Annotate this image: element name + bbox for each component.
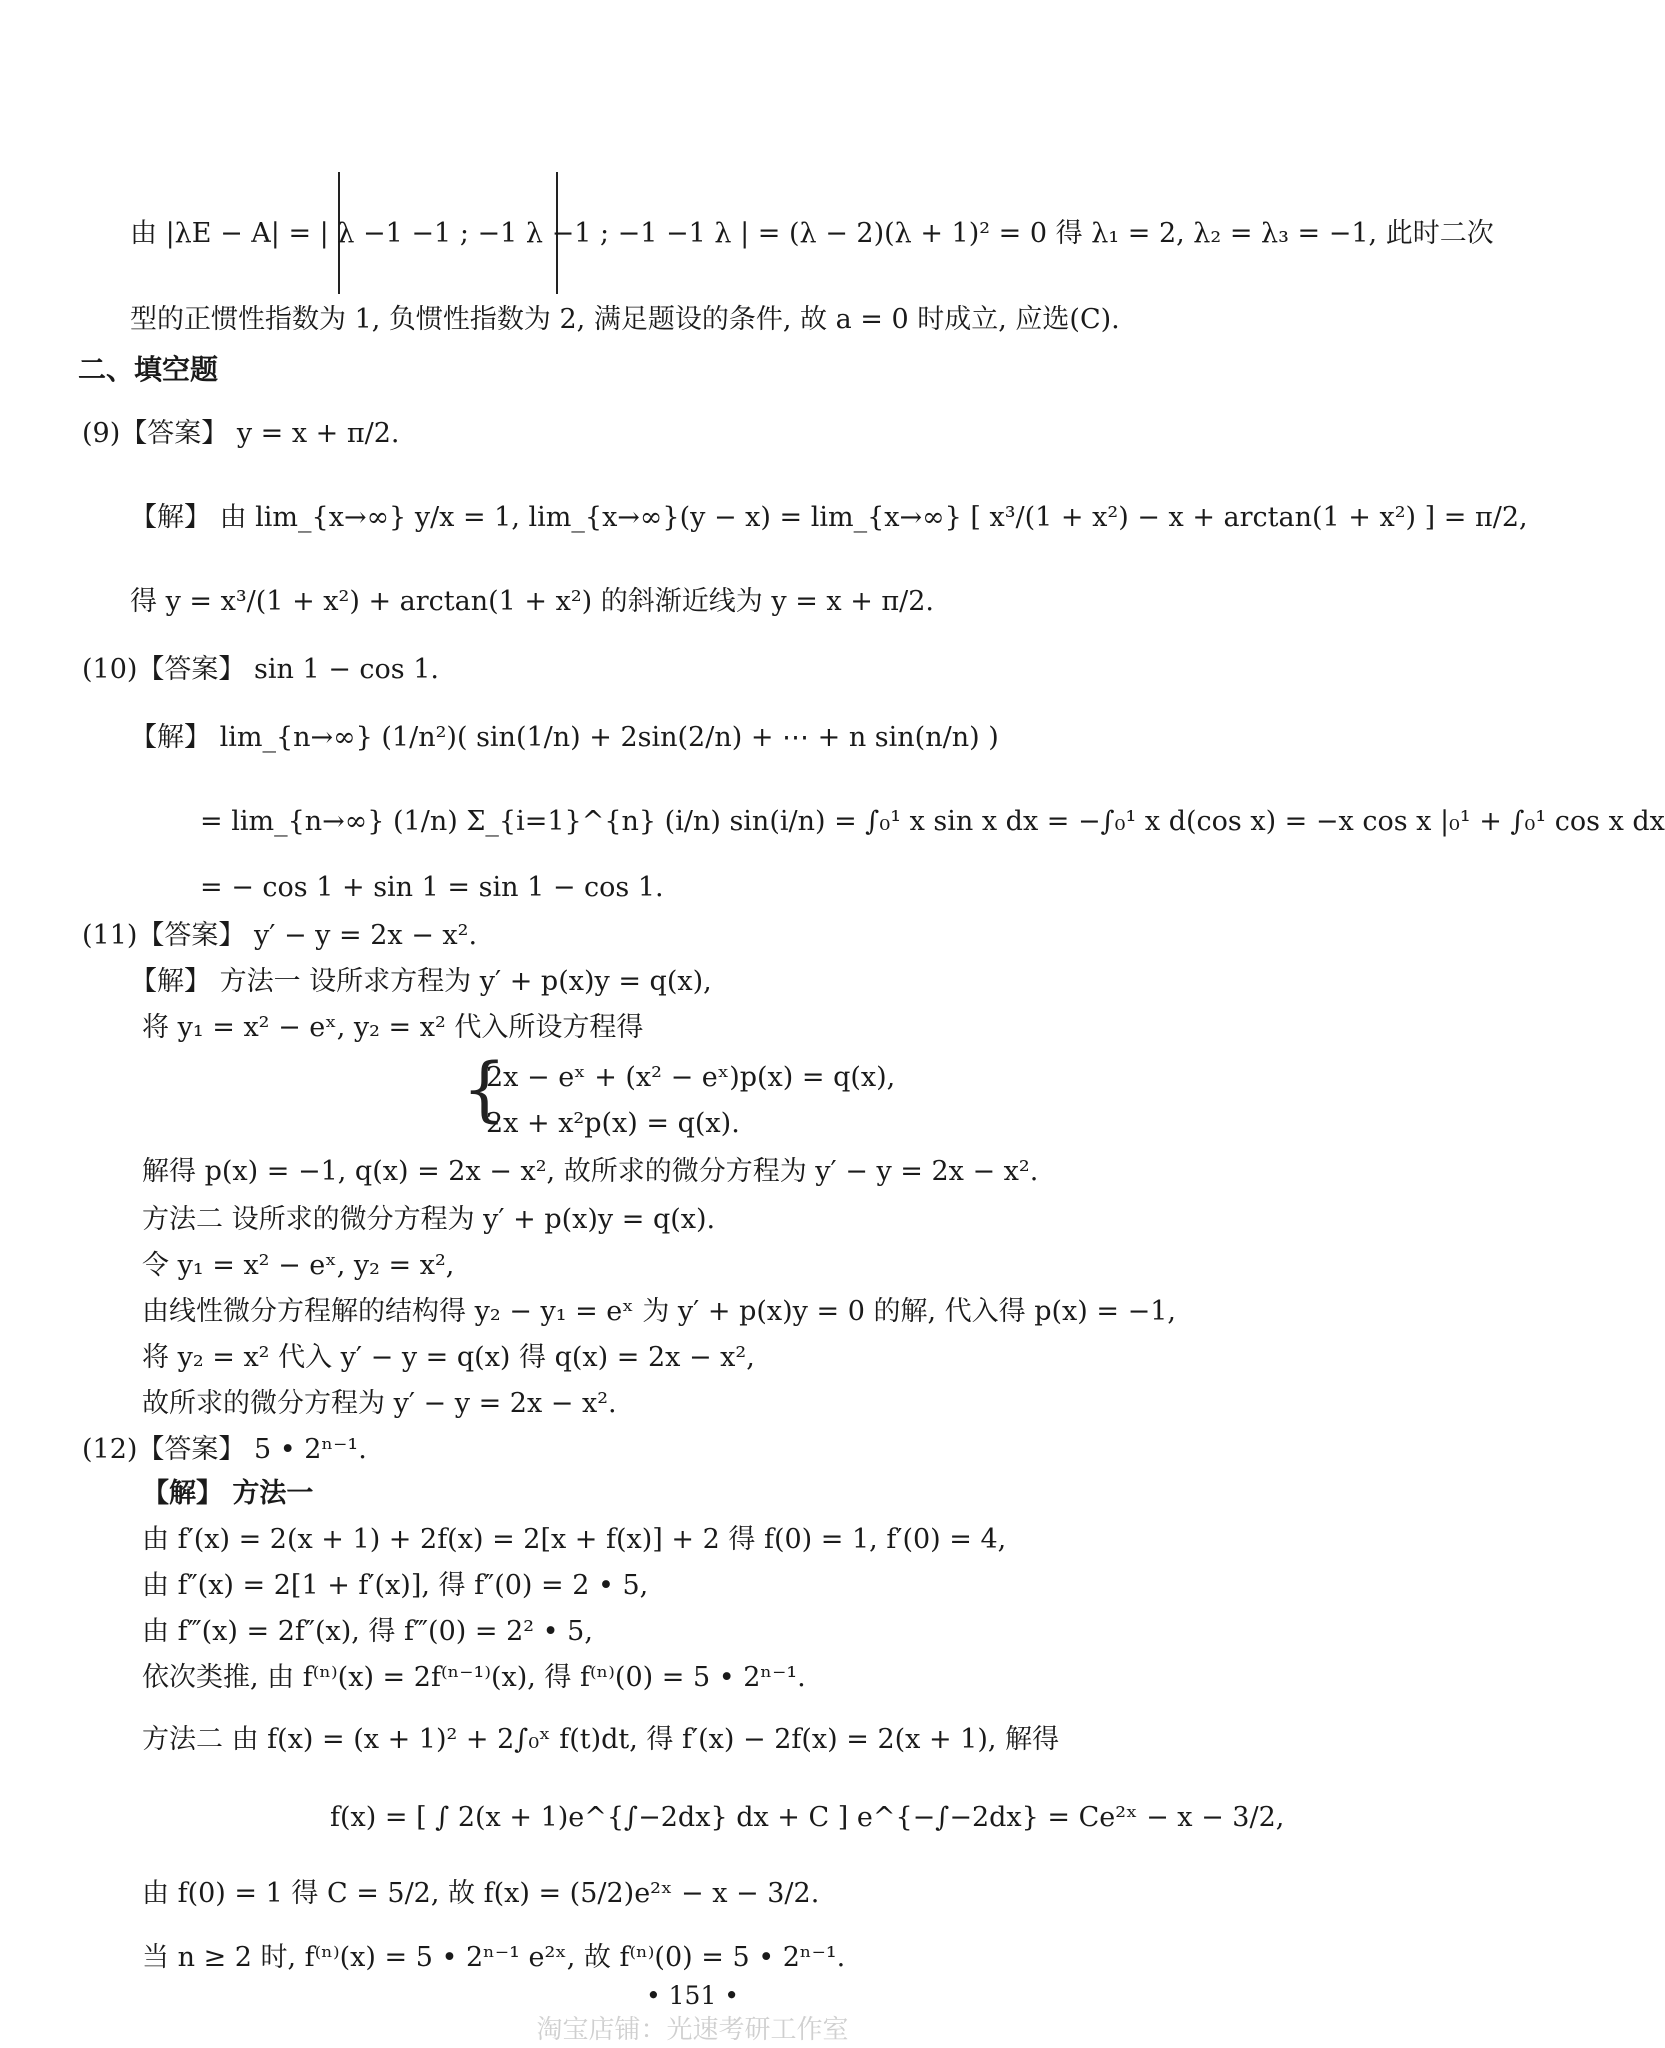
answer-12: (12)【答案】 5 • 2ⁿ⁻¹. [82,1434,367,1465]
text-line-1: 由 |λE − A| = | λ −1 −1 ; −1 λ −1 ; −1 −1 λ | = (λ − 2)(λ + 1)² = 0 得 λ₁ = 2, λ₂ = λ₃ = −1, 此时二次 [130,218,1494,249]
solution-9-line-1: 【解】 由 lim_{x→∞} y/x = 1, lim_{x→∞}(y − x) = lim_{x→∞} [ x³/(1 + x²) − x + arctan(1 + x²) ] = π/2, [130,502,1528,533]
system-brace: { [462,1048,507,1130]
solution-12-line-8: 由 f(0) = 1 得 C = 5/2, 故 f(x) = (5/2)e²ˣ − x − 3/2. [142,1878,820,1909]
solution-10-line-1: 【解】 lim_{n→∞} (1/n²)( sin(1/n) + 2sin(2/n) + ⋯ + n sin(n/n) ) [130,722,999,753]
solution-12-line-7: f(x) = [ ∫ 2(x + 1)e^{∫−2dx} dx + C ] e^{−∫−2dx} = Ce²ˣ − x − 3/2, [330,1802,1285,1833]
solution-12-line-4: 由 f‴(x) = 2f″(x), 得 f‴(0) = 2² • 5, [142,1616,593,1647]
solution-10-line-3: = − cos 1 + sin 1 = sin 1 − cos 1. [200,872,664,903]
text-line-2: 型的正惯性指数为 1, 负惯性指数为 2, 满足题设的条件, 故 a = 0 时成立, 应选(C). [130,304,1120,335]
solution-11-line-7: 令 y₁ = x² − eˣ, y₂ = x², [142,1250,455,1281]
solution-11-line-9: 将 y₂ = x² 代入 y′ − y = q(x) 得 q(x) = 2x − x², [142,1342,755,1373]
answer-9: (9)【答案】 y = x + π/2. [82,418,400,449]
section-heading-fill-blank: 二、填空题 [78,353,219,386]
solution-11-line-8: 由线性微分方程解的结构得 y₂ − y₁ = eˣ 为 y′ + p(x)y = 0 的解, 代入得 p(x) = −1, [142,1296,1176,1327]
answer-11: (11)【答案】 y′ − y = 2x − x². [82,920,478,951]
solution-11-line-2: 将 y₁ = x² − eˣ, y₂ = x² 代入所设方程得 [142,1012,644,1043]
solution-12-line-5: 依次类推, 由 f⁽ⁿ⁾(x) = 2f⁽ⁿ⁻¹⁾(x), 得 f⁽ⁿ⁾(0) = 5 • 2ⁿ⁻¹. [142,1662,806,1693]
watermark: 淘宝店铺：光速考研工作室 [536,2015,849,2045]
solution-12-method-1: 【解】 方法一 [142,1478,314,1509]
solution-11-method-1: 【解】 方法一 设所求方程为 y′ + p(x)y = q(x), [130,966,712,997]
system-equation-1: 2x − eˣ + (x² − eˣ)p(x) = q(x), [486,1062,896,1093]
page-number: • 151 • [645,1981,740,2010]
system-equation-2: 2x + x²p(x) = q(x). [486,1108,740,1139]
solution-9-line-2: 得 y = x³/(1 + x²) + arctan(1 + x²) 的斜渐近线为 y = x + π/2. [130,586,935,617]
solution-12-line-3: 由 f″(x) = 2[1 + f′(x)], 得 f″(0) = 2 • 5, [142,1570,649,1601]
solution-12-method-2: 方法二 由 f(x) = (x + 1)² + 2∫₀ˣ f(t)dt, 得 f′(x) − 2f(x) = 2(x + 1), 解得 [142,1724,1060,1755]
solution-10-line-2: = lim_{n→∞} (1/n) Σ_{i=1}^{n} (i/n) sin(i/n) = ∫₀¹ x sin x dx = −∫₀¹ x d(cos x) = −x cos x |₀¹ + ∫₀¹ cos x dx [200,806,1665,837]
solution-12-line-2: 由 f′(x) = 2(x + 1) + 2f(x) = 2[x + f(x)] + 2 得 f(0) = 1, f′(0) = 4, [142,1524,1007,1555]
solution-11-line-10: 故所求的微分方程为 y′ − y = 2x − x². [142,1388,617,1419]
answer-10: (10)【答案】 sin 1 − cos 1. [82,654,440,685]
solution-12-line-9: 当 n ≥ 2 时, f⁽ⁿ⁾(x) = 5 • 2ⁿ⁻¹ e²ˣ, 故 f⁽ⁿ⁾(0) = 5 • 2ⁿ⁻¹. [142,1942,846,1973]
solution-11-line-5: 解得 p(x) = −1, q(x) = 2x − x², 故所求的微分方程为 y′ − y = 2x − x². [142,1156,1039,1187]
solution-11-method-2: 方法二 设所求的微分方程为 y′ + p(x)y = q(x). [142,1204,716,1235]
